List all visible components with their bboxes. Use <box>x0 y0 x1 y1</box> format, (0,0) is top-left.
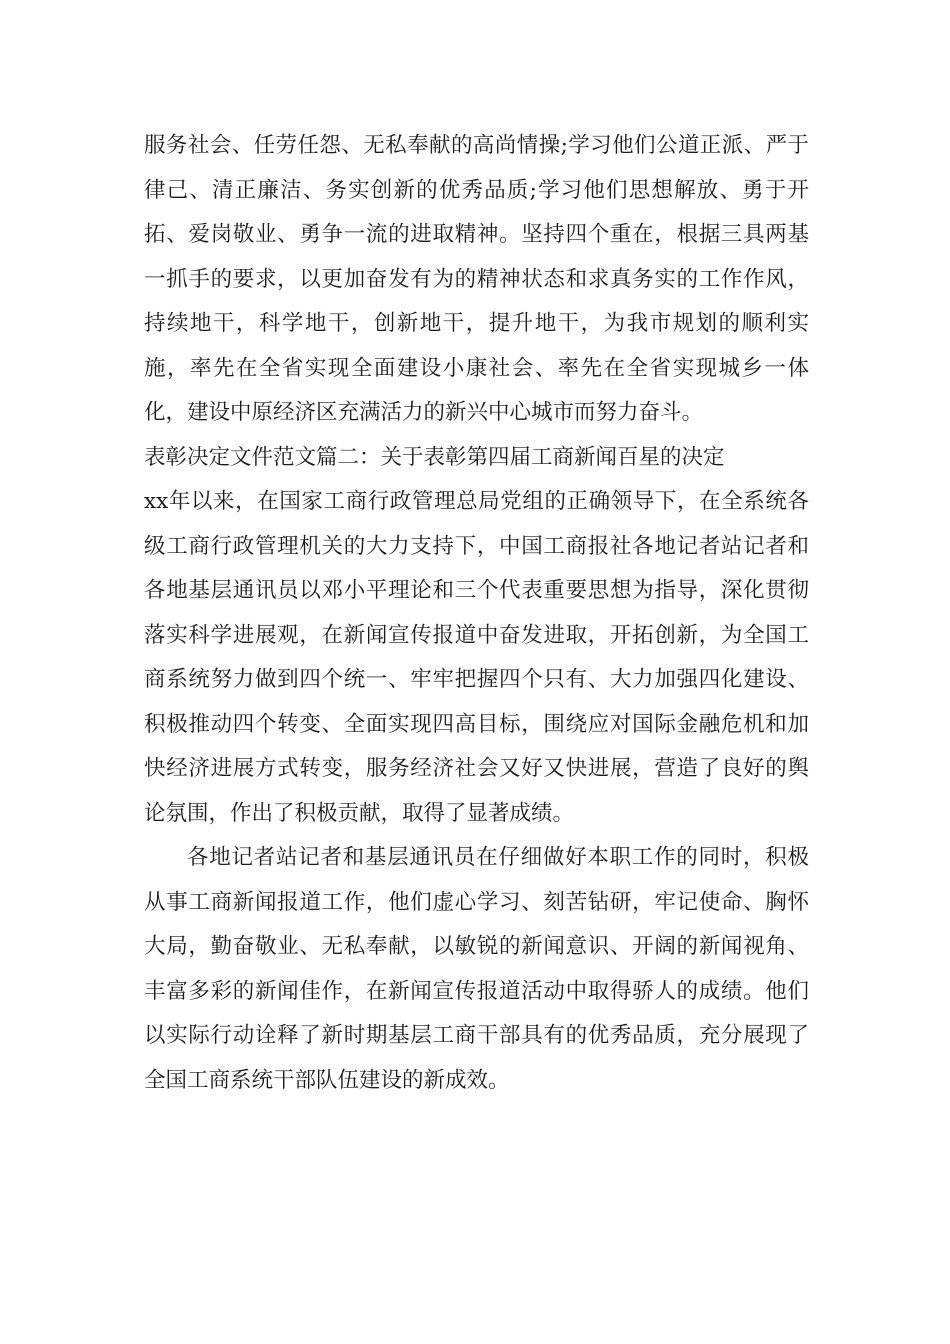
paragraph-3: 各地记者站记者和基层通讯员在仔细做好本职工作的同时，积极从事工商新闻报道工作，他们虚心学习、刻苦钻研，牢记使命、胸怀大局，勤奋敬业、无私奉献，以敏锐的新闻意识、开阔的新闻视角、丰富多彩的新闻佳作，在新闻宣传报道活动中取得骄人的成绩。他们以实际行动诠释了新时期基层工商干部具有的优秀品质，充分展现了全国工商系统干部队伍建设的新成效。 <box>144 845 809 1093</box>
paragraph-1: 服务社会、任劳任怨、无私奉献的高尚情操;学习他们公道正派、严于律己、清正廉洁、务实创新的优秀品质;学习他们思想解放、勇于开拓、爱岗敬业、勇争一流的进取精神。坚持四个重在，根据三具两基一抓手的要求，以更加奋发有为的精神状态和求真务实的工作作风，持续地干，科学地干，创新地干，提升地干，为我市规划的顺利实施，率先在全省实现全面建设小康社会、率先在全省实现城乡一体化，建设中原经济区充满活力的新兴中心城市而努力奋斗。 <box>144 133 809 425</box>
section-heading: 表彰决定文件范文篇二：关于表彰第四届工商新闻百星的决定 <box>144 444 725 470</box>
paragraph-2: xx年以来，在国家工商行政管理总局党组的正确领导下，在全系统各级工商行政管理机关的大力支持下，中国工商报社各地记者站记者和各地基层通讯员以邓小平理论和三个代表重要思想为指导，深化贯彻落实科学进展观，在新闻宣传报道中奋发进取，开拓创新，为全国工商系统努力做到四个统一、牢牢把握四个只有、大力加强四化建设、积极推动四个转变、全面实现四高目标，围绕应对国际金融危机和加快经济进展方式转变，服务经济社会又好又快进展，营造了良好的舆论氛围，作出了积极贡献，取得了显著成绩。 <box>144 489 809 826</box>
document-body <box>144 124 809 1103</box>
